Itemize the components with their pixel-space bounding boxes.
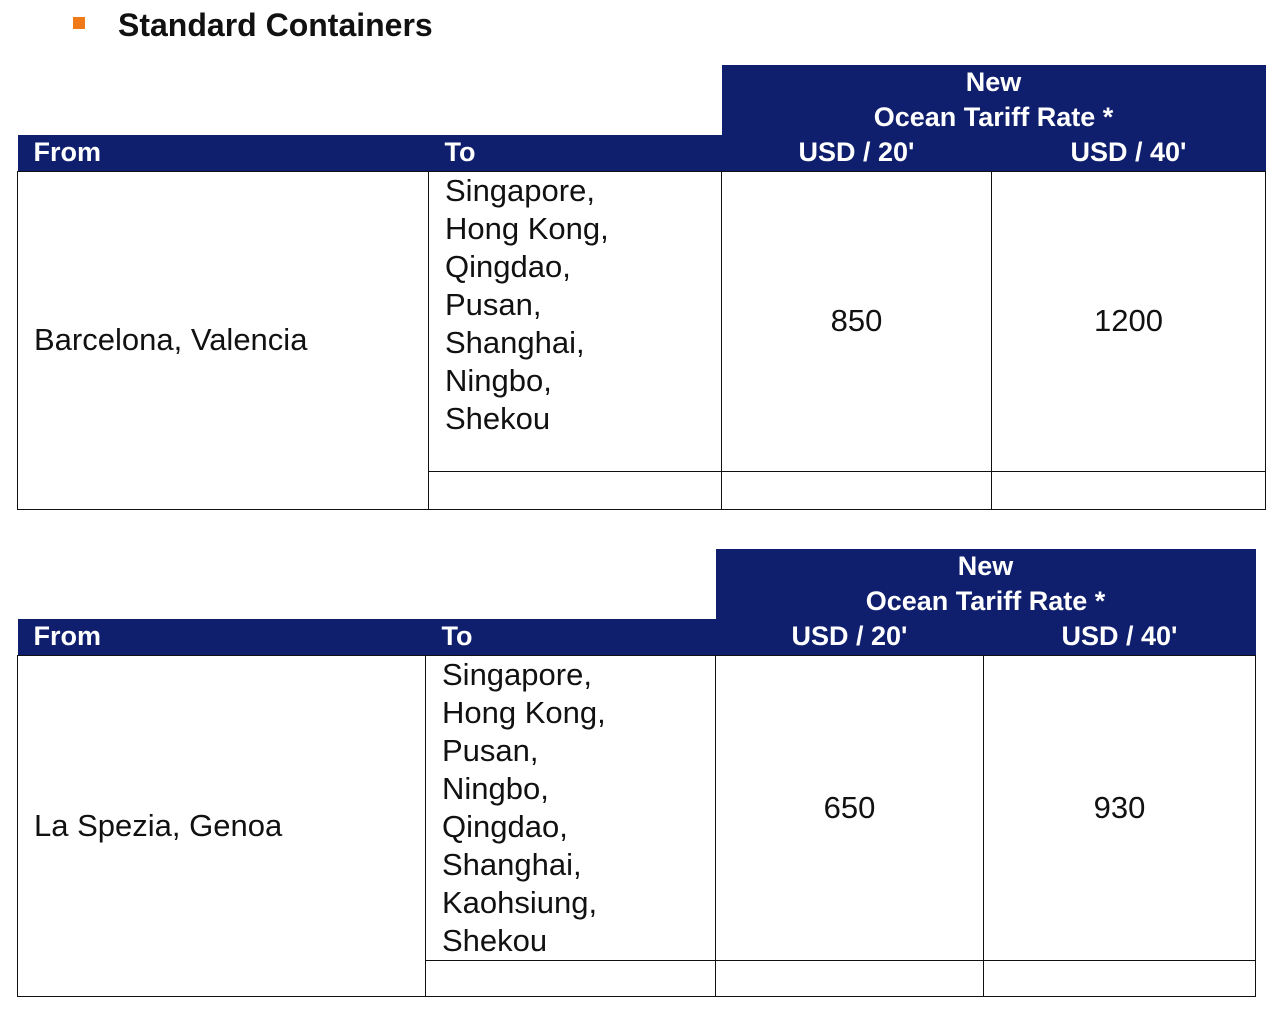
destination: Pusan, <box>442 732 539 768</box>
header-spacer <box>18 549 716 619</box>
column-header-usd40: USD / 40' <box>984 619 1256 655</box>
usd40-value: 1200 <box>992 171 1266 471</box>
destination: Qingdao, <box>442 808 568 844</box>
empty-cell <box>426 960 716 996</box>
from-cell: La Spezia, Genoa <box>18 655 426 996</box>
tariff-table-2 <box>17 549 1256 997</box>
group-header-line1: New <box>965 67 1022 97</box>
header-spacer <box>18 65 722 135</box>
destination: Singapore, <box>445 172 595 208</box>
column-header-from: From <box>18 135 429 171</box>
ocean-tariff-group-header <box>722 65 1266 135</box>
destination: Hong Kong, <box>442 694 606 730</box>
destination: Qingdao, <box>445 248 571 284</box>
to-cell <box>429 171 722 471</box>
destination: Shekou <box>445 400 551 436</box>
usd20-value: 650 <box>716 655 984 960</box>
destination: Singapore, <box>442 656 592 692</box>
tariff-table-1 <box>17 65 1266 510</box>
column-header-usd20: USD / 20' <box>716 619 984 655</box>
column-header-usd20: USD / 20' <box>722 135 992 171</box>
destination: Shanghai, <box>445 324 585 360</box>
destination: Kaohsiung, <box>442 884 598 920</box>
group-header-line2: Ocean Tariff Rate * <box>873 102 1114 132</box>
usd40-value: 930 <box>984 655 1256 960</box>
column-header-from: From <box>18 619 426 655</box>
section-heading: Standard Containers <box>118 7 433 43</box>
column-header-to: To <box>426 619 716 655</box>
ocean-tariff-group-header <box>716 549 1256 619</box>
destination: Ningbo, <box>442 770 549 806</box>
column-header-usd40: USD / 40' <box>992 135 1266 171</box>
empty-cell <box>992 471 1266 509</box>
destination: Hong Kong, <box>445 210 609 246</box>
group-header-line1: New <box>957 551 1014 581</box>
empty-cell <box>429 471 722 509</box>
destination: Shekou <box>442 922 548 958</box>
destination: Ningbo, <box>445 362 552 398</box>
bullet-marker <box>73 17 85 29</box>
empty-cell <box>722 471 992 509</box>
to-cell <box>426 655 716 960</box>
empty-cell <box>984 960 1256 996</box>
group-header-line2: Ocean Tariff Rate * <box>865 586 1106 616</box>
destination: Pusan, <box>445 286 542 322</box>
empty-cell <box>716 960 984 996</box>
usd20-value: 850 <box>722 171 992 471</box>
column-header-to: To <box>429 135 722 171</box>
destination: Shanghai, <box>442 846 582 882</box>
from-cell: Barcelona, Valencia <box>18 171 429 509</box>
